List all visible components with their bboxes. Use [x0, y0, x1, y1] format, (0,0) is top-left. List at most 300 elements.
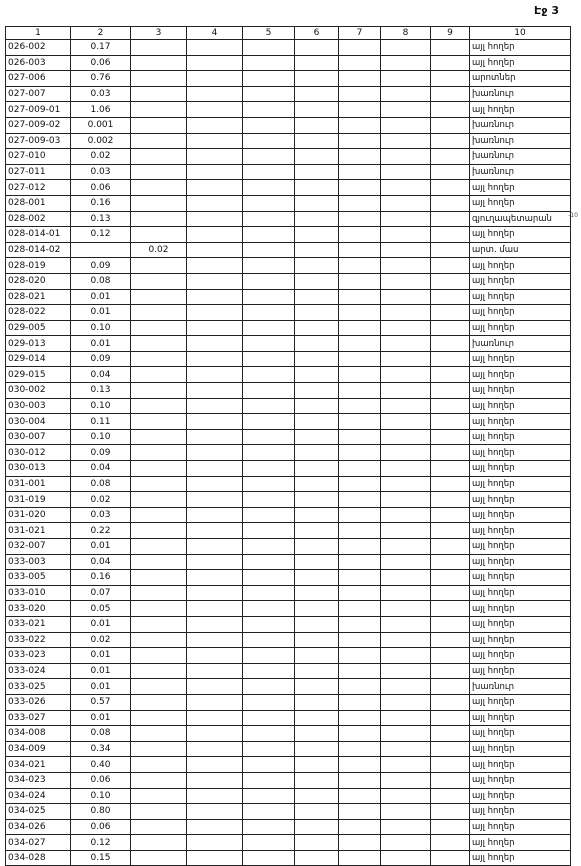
empty-cell — [381, 336, 431, 352]
empty-cell — [431, 523, 470, 539]
land-type-cell: այլ հողեր — [470, 273, 571, 289]
empty-cell — [431, 648, 470, 664]
empty-cell — [339, 492, 381, 508]
area-cell: 0.06 — [71, 819, 131, 835]
empty-cell — [339, 819, 381, 835]
empty-cell — [295, 445, 339, 461]
empty-cell — [431, 445, 470, 461]
land-type-cell: այլ հողեր — [470, 804, 571, 820]
table-row — [6, 117, 571, 133]
empty-cell — [431, 835, 470, 851]
empty-cell — [431, 476, 470, 492]
empty-cell — [381, 211, 431, 227]
empty-cell — [295, 117, 339, 133]
empty-cell — [243, 445, 295, 461]
empty-cell — [295, 461, 339, 477]
column-3-cell — [131, 804, 187, 820]
empty-cell — [295, 40, 339, 56]
empty-cell — [431, 227, 470, 243]
empty-cell — [187, 539, 243, 555]
empty-cell — [295, 383, 339, 399]
empty-cell — [187, 507, 243, 523]
land-type-cell: այլ հողեր — [470, 180, 571, 196]
land-type-cell: արոտներ — [470, 71, 571, 87]
land-type-cell: այլ հողեր — [470, 726, 571, 742]
land-type-cell: այլ հողեր — [470, 694, 571, 710]
empty-cell — [431, 461, 470, 477]
empty-cell — [431, 71, 470, 87]
land-type-cell: արտ. մաս — [470, 242, 571, 258]
parcel-code-cell: 034-024 — [6, 788, 71, 804]
column-3-cell — [131, 414, 187, 430]
empty-cell — [431, 383, 470, 399]
area-cell: 0.03 — [71, 86, 131, 102]
column-3-cell: 0.02 — [131, 242, 187, 258]
empty-cell — [243, 367, 295, 383]
parcel-code-cell: 027-009-03 — [6, 133, 71, 149]
empty-cell — [431, 570, 470, 586]
parcel-code-cell: 027-009-01 — [6, 102, 71, 118]
empty-cell — [187, 367, 243, 383]
land-type-cell: այլ հողեր — [470, 445, 571, 461]
parcel-code-cell: 027-007 — [6, 86, 71, 102]
empty-cell — [431, 663, 470, 679]
empty-cell — [431, 429, 470, 445]
empty-cell — [187, 492, 243, 508]
empty-cell — [243, 679, 295, 695]
parcel-code-cell: 027-009-02 — [6, 117, 71, 133]
empty-cell — [243, 570, 295, 586]
empty-cell — [243, 554, 295, 570]
land-type-cell: այլ հողեր — [470, 616, 571, 632]
column-header: 1 — [6, 27, 71, 40]
empty-cell — [339, 694, 381, 710]
column-3-cell — [131, 195, 187, 211]
empty-cell — [295, 211, 339, 227]
empty-cell — [187, 445, 243, 461]
empty-cell — [339, 117, 381, 133]
empty-cell — [431, 694, 470, 710]
area-cell: 0.04 — [71, 554, 131, 570]
empty-cell — [381, 398, 431, 414]
empty-cell — [295, 429, 339, 445]
empty-cell — [339, 585, 381, 601]
land-type-cell: այլ հողեր — [470, 227, 571, 243]
empty-cell — [381, 616, 431, 632]
land-type-cell: այլ հողեր — [470, 710, 571, 726]
empty-cell — [187, 461, 243, 477]
empty-cell — [339, 289, 381, 305]
land-type-cell: այլ հողեր — [470, 414, 571, 430]
empty-cell — [339, 648, 381, 664]
empty-cell — [339, 273, 381, 289]
empty-cell — [381, 133, 431, 149]
empty-cell — [243, 461, 295, 477]
table-row — [6, 523, 571, 539]
empty-cell — [431, 180, 470, 196]
table-row — [6, 710, 571, 726]
table-row — [6, 383, 571, 399]
land-type-cell: այլ հողեր — [470, 398, 571, 414]
column-3-cell — [131, 585, 187, 601]
empty-cell — [381, 476, 431, 492]
empty-cell — [339, 258, 381, 274]
column-3-cell — [131, 351, 187, 367]
parcel-code-cell: 033-020 — [6, 601, 71, 617]
empty-cell — [339, 429, 381, 445]
parcel-code-cell: 028-022 — [6, 305, 71, 321]
empty-cell — [381, 819, 431, 835]
table-row — [6, 507, 571, 523]
column-3-cell — [131, 445, 187, 461]
empty-cell — [295, 726, 339, 742]
empty-cell — [339, 320, 381, 336]
empty-cell — [381, 461, 431, 477]
area-cell: 0.16 — [71, 195, 131, 211]
area-cell: 0.001 — [71, 117, 131, 133]
column-3-cell — [131, 227, 187, 243]
column-3-cell — [131, 850, 187, 866]
empty-cell — [243, 835, 295, 851]
parcel-code-cell: 031-020 — [6, 507, 71, 523]
empty-cell — [381, 648, 431, 664]
column-3-cell — [131, 757, 187, 773]
parcel-code-cell: 026-003 — [6, 55, 71, 71]
empty-cell — [431, 554, 470, 570]
area-cell: 0.09 — [71, 445, 131, 461]
empty-cell — [187, 741, 243, 757]
empty-cell — [339, 164, 381, 180]
land-type-cell: խառնուր — [470, 117, 571, 133]
table-row — [6, 445, 571, 461]
land-type-cell: այլ հողեր — [470, 554, 571, 570]
empty-cell — [243, 195, 295, 211]
empty-cell — [187, 601, 243, 617]
area-cell: 0.01 — [71, 663, 131, 679]
table-row — [6, 71, 571, 87]
column-3-cell — [131, 741, 187, 757]
empty-cell — [381, 850, 431, 866]
empty-cell — [243, 117, 295, 133]
table-row — [6, 554, 571, 570]
empty-cell — [295, 648, 339, 664]
empty-cell — [295, 289, 339, 305]
empty-cell — [295, 55, 339, 71]
empty-cell — [431, 55, 470, 71]
empty-cell — [243, 804, 295, 820]
parcel-code-cell: 034-021 — [6, 757, 71, 773]
parcel-code-cell: 030-013 — [6, 461, 71, 477]
column-3-cell — [131, 648, 187, 664]
parcel-code-cell: 031-001 — [6, 476, 71, 492]
empty-cell — [187, 351, 243, 367]
empty-cell — [339, 71, 381, 87]
empty-cell — [339, 476, 381, 492]
empty-cell — [431, 133, 470, 149]
empty-cell — [295, 149, 339, 165]
empty-cell — [339, 305, 381, 321]
parcel-code-cell: 034-008 — [6, 726, 71, 742]
empty-cell — [339, 367, 381, 383]
empty-cell — [243, 741, 295, 757]
empty-cell — [295, 694, 339, 710]
column-3-cell — [131, 429, 187, 445]
column-3-cell — [131, 398, 187, 414]
column-3-cell — [131, 367, 187, 383]
empty-cell — [431, 726, 470, 742]
land-type-cell: այլ հողեր — [470, 320, 571, 336]
empty-cell — [339, 40, 381, 56]
empty-cell — [295, 710, 339, 726]
empty-cell — [381, 632, 431, 648]
area-cell: 0.17 — [71, 40, 131, 56]
empty-cell — [339, 507, 381, 523]
land-type-cell: այլ հողեր — [470, 741, 571, 757]
table-row — [6, 819, 571, 835]
empty-cell — [187, 149, 243, 165]
parcel-code-cell: 028-002 — [6, 211, 71, 227]
empty-cell — [381, 40, 431, 56]
empty-cell — [381, 55, 431, 71]
column-3-cell — [131, 289, 187, 305]
empty-cell — [431, 507, 470, 523]
empty-cell — [381, 741, 431, 757]
empty-cell — [187, 616, 243, 632]
column-3-cell — [131, 164, 187, 180]
empty-cell — [295, 195, 339, 211]
area-cell: 0.76 — [71, 71, 131, 87]
area-cell: 0.08 — [71, 476, 131, 492]
empty-cell — [431, 414, 470, 430]
land-type-cell: այլ հողեր — [470, 305, 571, 321]
empty-cell — [243, 601, 295, 617]
column-header: 9 — [431, 27, 470, 40]
parcel-code-cell: 033-021 — [6, 616, 71, 632]
empty-cell — [431, 367, 470, 383]
empty-cell — [243, 86, 295, 102]
table-row — [6, 850, 571, 866]
empty-cell — [431, 320, 470, 336]
empty-cell — [243, 632, 295, 648]
empty-cell — [431, 585, 470, 601]
table-row — [6, 180, 571, 196]
empty-cell — [431, 741, 470, 757]
area-cell: 0.02 — [71, 149, 131, 165]
empty-cell — [381, 180, 431, 196]
empty-cell — [243, 710, 295, 726]
area-cell: 0.06 — [71, 772, 131, 788]
parcel-code-cell: 030-002 — [6, 383, 71, 399]
empty-cell — [243, 539, 295, 555]
column-3-cell — [131, 320, 187, 336]
land-type-cell: այլ հողեր — [470, 757, 571, 773]
empty-cell — [431, 102, 470, 118]
empty-cell — [295, 632, 339, 648]
empty-cell — [187, 429, 243, 445]
table-row — [6, 242, 571, 258]
empty-cell — [339, 383, 381, 399]
empty-cell — [295, 398, 339, 414]
empty-cell — [431, 305, 470, 321]
parcel-code-cell: 033-027 — [6, 710, 71, 726]
column-3-cell — [131, 102, 187, 118]
area-cell: 0.02 — [71, 632, 131, 648]
land-type-cell: այլ հողեր — [470, 367, 571, 383]
empty-cell — [381, 258, 431, 274]
empty-cell — [339, 461, 381, 477]
empty-cell — [431, 195, 470, 211]
empty-cell — [243, 383, 295, 399]
column-3-cell — [131, 835, 187, 851]
land-type-cell: այլ հողեր — [470, 835, 571, 851]
empty-cell — [339, 632, 381, 648]
table-row — [6, 539, 571, 555]
empty-cell — [431, 242, 470, 258]
table-row — [6, 601, 571, 617]
area-cell: 0.10 — [71, 398, 131, 414]
empty-cell — [381, 523, 431, 539]
empty-cell — [381, 227, 431, 243]
empty-cell — [381, 195, 431, 211]
empty-cell — [295, 86, 339, 102]
column-header: 6 — [295, 27, 339, 40]
area-cell: 0.10 — [71, 320, 131, 336]
area-cell: 0.80 — [71, 804, 131, 820]
parcel-code-cell: 032-007 — [6, 539, 71, 555]
parcel-code-cell: 026-002 — [6, 40, 71, 56]
empty-cell — [187, 117, 243, 133]
land-type-cell: այլ հողեր — [470, 632, 571, 648]
parcel-code-cell: 034-028 — [6, 850, 71, 866]
table-row — [6, 679, 571, 695]
empty-cell — [339, 554, 381, 570]
column-3-cell — [131, 492, 187, 508]
area-cell: 0.08 — [71, 726, 131, 742]
column-3-cell — [131, 679, 187, 695]
empty-cell — [187, 164, 243, 180]
parcel-code-cell: 028-014-01 — [6, 227, 71, 243]
area-cell: 0.57 — [71, 694, 131, 710]
table-row — [6, 227, 571, 243]
empty-cell — [243, 336, 295, 352]
area-cell: 0.01 — [71, 616, 131, 632]
table-row — [6, 102, 571, 118]
empty-cell — [381, 367, 431, 383]
column-3-cell — [131, 663, 187, 679]
area-cell: 0.03 — [71, 164, 131, 180]
empty-cell — [431, 772, 470, 788]
empty-cell — [339, 679, 381, 695]
empty-cell — [431, 40, 470, 56]
empty-cell — [187, 476, 243, 492]
empty-cell — [381, 772, 431, 788]
table-row — [6, 195, 571, 211]
empty-cell — [431, 211, 470, 227]
parcel-code-cell: 034-025 — [6, 804, 71, 820]
parcel-code-cell: 033-023 — [6, 648, 71, 664]
empty-cell — [381, 570, 431, 586]
parcel-code-cell: 028-021 — [6, 289, 71, 305]
empty-cell — [381, 788, 431, 804]
empty-cell — [381, 242, 431, 258]
table-row — [6, 414, 571, 430]
empty-cell — [243, 819, 295, 835]
land-type-cell: խառնուր — [470, 86, 571, 102]
land-type-cell: այլ հողեր — [470, 461, 571, 477]
empty-cell — [381, 305, 431, 321]
column-3-cell — [131, 55, 187, 71]
empty-cell — [295, 367, 339, 383]
empty-cell — [243, 585, 295, 601]
table-row — [6, 741, 571, 757]
empty-cell — [339, 772, 381, 788]
empty-cell — [187, 195, 243, 211]
table-row — [6, 351, 571, 367]
empty-cell — [187, 180, 243, 196]
empty-cell — [243, 211, 295, 227]
empty-cell — [187, 258, 243, 274]
parcel-code-cell: 027-012 — [6, 180, 71, 196]
empty-cell — [381, 289, 431, 305]
area-cell: 0.13 — [71, 383, 131, 399]
parcel-code-cell: 028-014-02 — [6, 242, 71, 258]
parcel-code-cell: 033-026 — [6, 694, 71, 710]
empty-cell — [187, 289, 243, 305]
parcel-code-cell: 033-025 — [6, 679, 71, 695]
table-row — [6, 476, 571, 492]
empty-cell — [381, 757, 431, 773]
parcel-code-cell: 031-021 — [6, 523, 71, 539]
empty-cell — [431, 336, 470, 352]
table-row — [6, 289, 571, 305]
empty-cell — [243, 40, 295, 56]
land-type-cell: այլ հողեր — [470, 40, 571, 56]
column-3-cell — [131, 601, 187, 617]
empty-cell — [187, 585, 243, 601]
empty-cell — [243, 227, 295, 243]
empty-cell — [295, 679, 339, 695]
empty-cell — [381, 351, 431, 367]
land-type-cell: խառնուր — [470, 336, 571, 352]
column-3-cell — [131, 133, 187, 149]
column-header: 3 — [131, 27, 187, 40]
empty-cell — [339, 850, 381, 866]
empty-cell — [339, 835, 381, 851]
empty-cell — [431, 850, 470, 866]
empty-cell — [339, 570, 381, 586]
parcel-code-cell: 028-001 — [6, 195, 71, 211]
parcel-code-cell: 033-024 — [6, 663, 71, 679]
empty-cell — [295, 663, 339, 679]
header-row — [6, 27, 571, 40]
land-type-cell: այլ հողեր — [470, 601, 571, 617]
area-cell: 0.34 — [71, 741, 131, 757]
parcel-code-cell: 027-006 — [6, 71, 71, 87]
column-3-cell — [131, 336, 187, 352]
land-type-cell: այլ հողեր — [470, 523, 571, 539]
area-cell: 0.15 — [71, 850, 131, 866]
land-type-cell: այլ հողեր — [470, 663, 571, 679]
column-3-cell — [131, 570, 187, 586]
column-3-cell — [131, 86, 187, 102]
table-row — [6, 149, 571, 165]
empty-cell — [431, 86, 470, 102]
empty-cell — [187, 570, 243, 586]
empty-cell — [187, 398, 243, 414]
parcel-code-cell: 034-009 — [6, 741, 71, 757]
empty-cell — [187, 383, 243, 399]
area-cell: 0.01 — [71, 539, 131, 555]
